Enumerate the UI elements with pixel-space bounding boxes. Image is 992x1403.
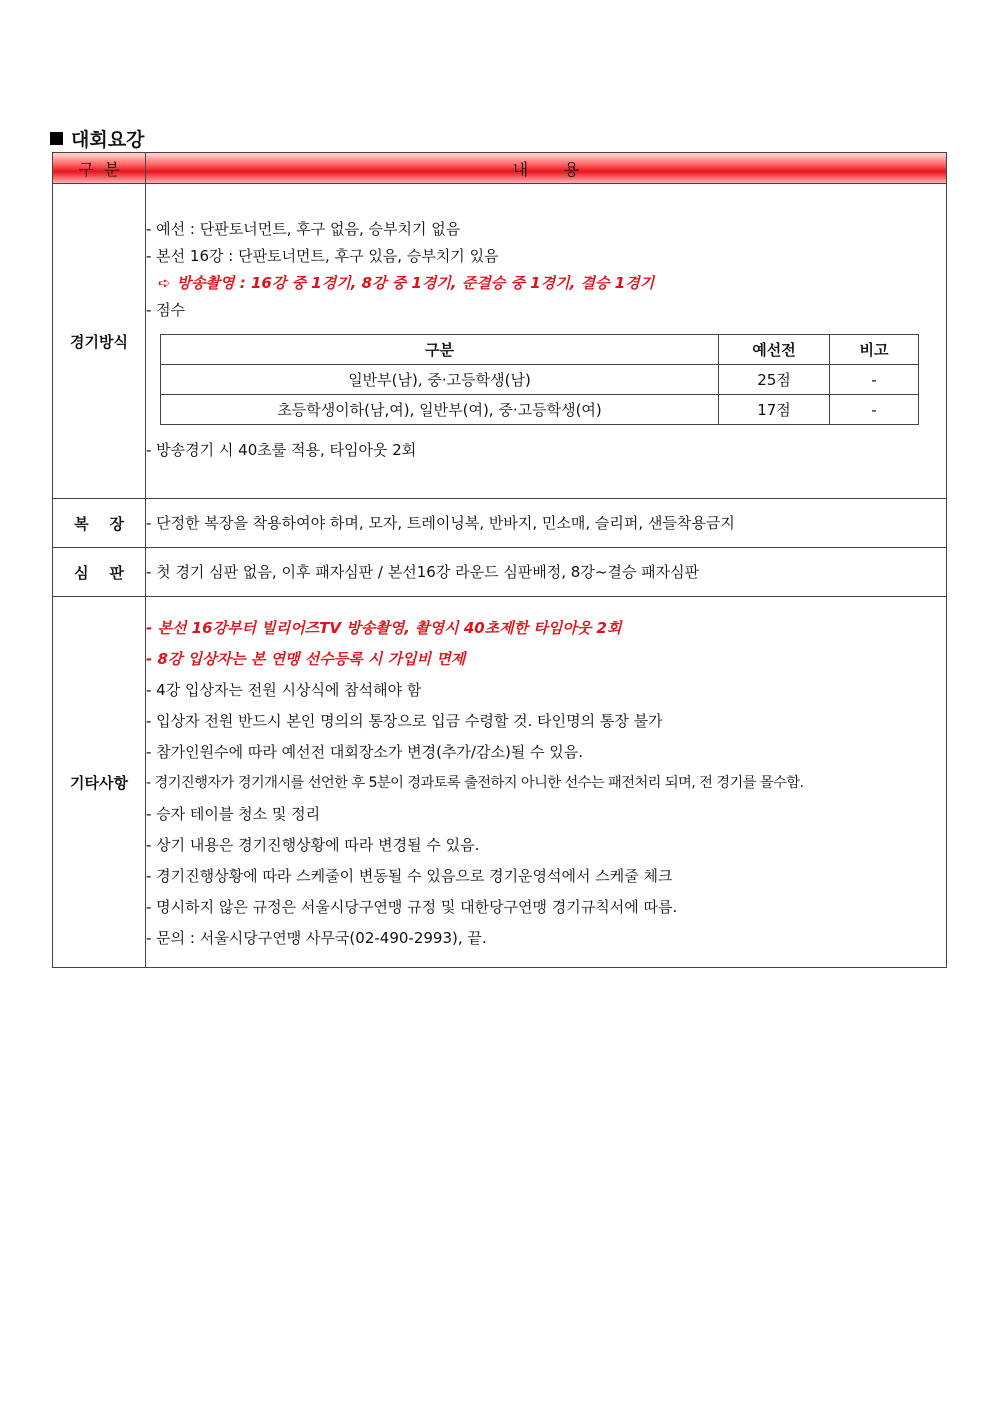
match-line-main: - 본선 16강 : 단판토너먼트, 후구 있음, 승부치기 있음 bbox=[146, 247, 499, 265]
misc-red-line: - 8강 입상자는 본 연맹 선수등록 시 가입비 면제 bbox=[146, 650, 466, 668]
misc-content bbox=[146, 597, 947, 968]
list-item: - 입상자 전원 반드시 본인 명의의 통장으로 입금 수령할 것. 타인명의 통장 불가 bbox=[146, 712, 663, 730]
misc-red-line: - 본선 16강부터 빌리어즈TV 방송촬영, 촬영시 40초제한 타임아웃 2회 bbox=[146, 619, 622, 637]
table-row bbox=[161, 395, 919, 425]
score-cell-note: - bbox=[830, 365, 919, 395]
list-item: - 상기 내용은 경기진행상황에 따라 변경될 수 있음. bbox=[146, 836, 480, 854]
list-item: - 문의 : 서울시당구연맹 사무국(02-490-2993), 끝. bbox=[146, 929, 487, 947]
category-label: 심 판 bbox=[53, 548, 146, 597]
match-note: - 방송경기 시 40초룰 적용, 타임아웃 2회 bbox=[146, 441, 417, 459]
dress-content bbox=[146, 499, 947, 548]
row-misc bbox=[53, 597, 947, 968]
score-header-category: 구분 bbox=[161, 335, 719, 365]
score-header-note: 비고 bbox=[830, 335, 919, 365]
arrow-right-icon: ➪ bbox=[158, 274, 171, 292]
rules-table bbox=[52, 152, 947, 968]
match-content bbox=[146, 184, 947, 499]
match-line-prelim: - 예선 : 단판토너먼트, 후구 없음, 승부치기 없음 bbox=[146, 220, 461, 238]
black-square-icon bbox=[50, 132, 63, 145]
category-label: 복 장 bbox=[53, 499, 146, 548]
broadcast-text: 방송촬영 : 16강 중 1경기, 8강 중 1경기, 준결승 중 1경기, 결승 1경기 bbox=[176, 274, 655, 292]
list-item: - 경기진행자가 경기개시를 선언한 후 5분이 경과토록 출전하지 아니한 선수는 패전처리 되며, 전 경기를 몰수함. bbox=[146, 775, 804, 791]
dress-text: - 단정한 복장을 착용하여야 하며, 모자, 트레이닝복, 반바지, 민소매, 슬리퍼, 샌들착용금지 bbox=[146, 513, 735, 532]
list-item: - 승자 테이블 청소 및 정리 bbox=[146, 805, 321, 823]
category-label: 경기방식 bbox=[53, 184, 146, 499]
list-item: - 참가인원수에 따라 예선전 대회장소가 변경(추가/감소)될 수 있음. bbox=[146, 743, 584, 761]
list-item: - 경기진행상황에 따라 스케줄이 변동될 수 있음으로 경기운영석에서 스케줄 체크 bbox=[146, 867, 673, 885]
row-referee bbox=[53, 548, 947, 597]
referee-text: - 첫 경기 심판 없음, 이후 패자심판 / 본선16강 라운드 심판배정, 8강~결승 패자심판 bbox=[146, 562, 700, 581]
row-match-format bbox=[53, 184, 947, 499]
score-table-header bbox=[161, 335, 919, 365]
header-category: 구 분 bbox=[53, 153, 146, 184]
score-cell-points: 17점 bbox=[719, 395, 830, 425]
category-label: 기타사항 bbox=[53, 597, 146, 968]
referee-content bbox=[146, 548, 947, 597]
score-cell-group: 일반부(남), 중·고등학생(남) bbox=[161, 365, 719, 395]
score-label: - 점수 bbox=[146, 301, 186, 319]
table-row bbox=[161, 365, 919, 395]
list-item: - 명시하지 않은 규정은 서울시당구연맹 규정 및 대한당구연맹 경기규칙서에 따름. bbox=[146, 898, 678, 916]
list-item: - 4강 입상자는 전원 시상식에 참석해야 함 bbox=[146, 681, 422, 699]
score-cell-points: 25점 bbox=[719, 365, 830, 395]
header-content: 내 용 bbox=[146, 153, 947, 184]
score-cell-note: - bbox=[830, 395, 919, 425]
row-dress-code bbox=[53, 499, 947, 548]
score-cell-group: 초등학생이하(남,여), 일반부(여), 중·고등학생(여) bbox=[161, 395, 719, 425]
score-header-prelim: 예선전 bbox=[719, 335, 830, 365]
score-table bbox=[160, 334, 919, 425]
section-heading bbox=[50, 125, 144, 152]
section-title: 대회요강 bbox=[71, 129, 145, 151]
broadcast-line bbox=[146, 270, 946, 297]
